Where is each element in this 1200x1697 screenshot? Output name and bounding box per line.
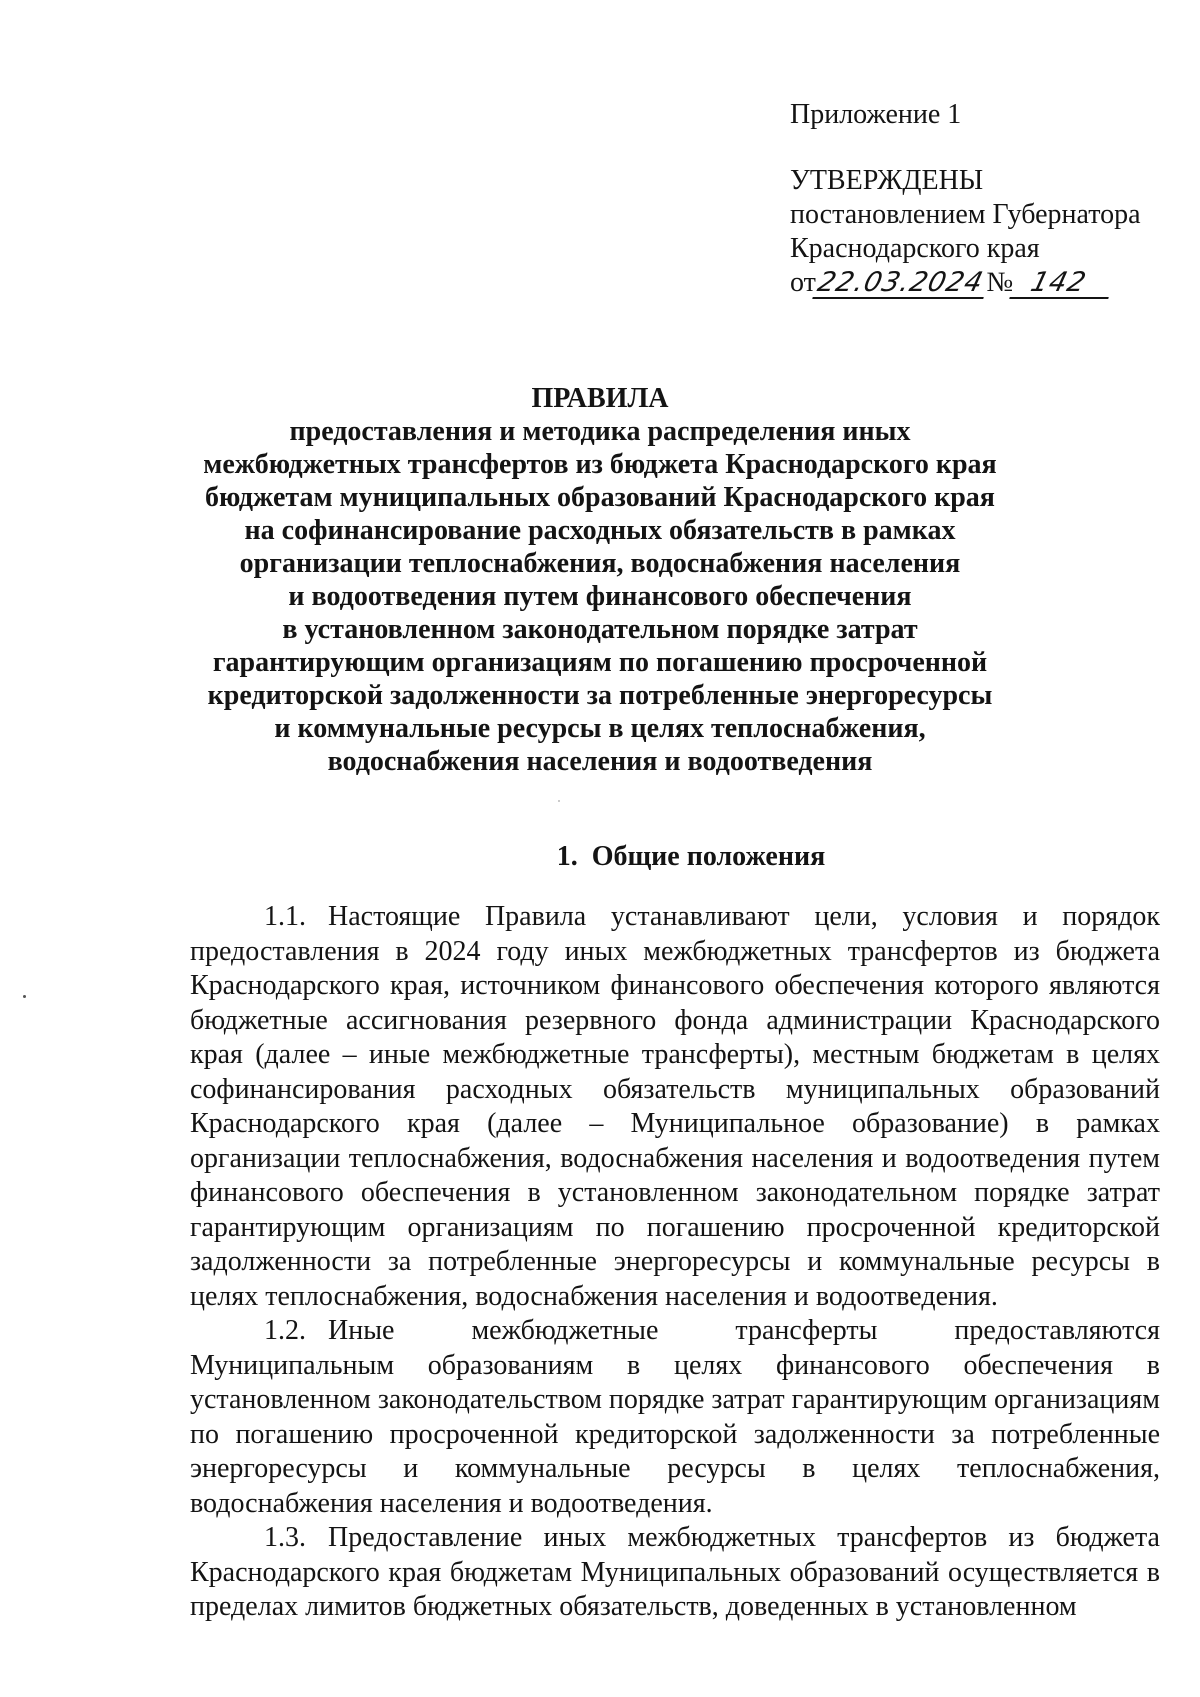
- title-main: ПРАВИЛА: [531, 383, 669, 414]
- handwritten-number: 142: [1009, 269, 1115, 299]
- approval-line-1: постановлением Губернатора: [790, 199, 1141, 230]
- title-line: кредиторской задолженности за потребленные энергоресурсы: [207, 680, 993, 711]
- paragraph-text: Настоящие Правила устанавливают цели, условия и порядок предоставления в 2024 году иных межбюджетных трансфертов из бюджета Краснодарского края, источником финансового обеспечения которого являются бюджетные ассигнования резервного фонда администрации Краснодарского края (далее – иные межбюджетные трансферты), местным бюджетам в целях софинансирования расходных обязательств муниципальных образований Краснодарского края (далее – Муниципальное образование) в рамках организации теплоснабжения, водоснабжения населения и водоотведения путем финансового обеспечения в установленном законодательном порядке затрат гарантирующим организациям по погашению просроченной кредиторской задолженности за потребленные энергоресурсы и коммунальные ресурсы в целях теплоснабжения, водоснабжения населения и водоотведения.: [190, 901, 1160, 1312]
- approval-heading: УТВЕРЖДЕНЫ: [790, 165, 984, 196]
- section-title: Общие положения: [591, 841, 826, 872]
- title-line: организации теплоснабжения, водоснабжения населения: [239, 548, 961, 579]
- approval-line-2: Краснодарского края: [790, 233, 1040, 264]
- paragraph-number: 1.3.: [264, 1522, 306, 1553]
- title-line: водоснабжения населения и водоотведения: [327, 746, 873, 777]
- paragraph-1-3: [190, 1521, 1160, 1625]
- paragraph-number: 1.1.: [264, 901, 306, 932]
- handwritten-date: 22.03.2024: [812, 269, 990, 299]
- title-line: межбюджетных трансфертов из бюджета Краснодарского края: [203, 449, 997, 480]
- title-line: гарантирующим организациям по погашению просроченной: [212, 647, 988, 678]
- approval-date-line: [790, 266, 1170, 300]
- paragraph-1-2: [190, 1314, 1160, 1521]
- title-line: в установленном законодательном порядке затрат: [282, 614, 918, 645]
- title-line: на софинансирование расходных обязательств в рамках: [244, 515, 956, 546]
- scan-speck: [558, 800, 560, 802]
- approval-gap: [790, 132, 1170, 164]
- approval-block: [790, 98, 1170, 300]
- section-number: 1.: [556, 841, 578, 872]
- date-prefix: от: [790, 267, 816, 298]
- number-prefix: №: [986, 267, 1014, 298]
- document-title: [150, 382, 1050, 778]
- paragraph-number: 1.2.: [264, 1315, 306, 1346]
- title-line: и водоотведения путем финансового обеспечения: [288, 581, 912, 612]
- appendix-label: Приложение 1: [790, 99, 962, 130]
- section-heading: [150, 840, 1200, 874]
- title-line: предоставления и методика распределения иных: [289, 416, 911, 447]
- paragraph-text: Предоставление иных межбюджетных трансфертов из бюджета Краснодарского края бюджетам Муниципальных образований осуществляется в пределах лимитов бюджетных обязательств, доведенных в установленном: [190, 1522, 1160, 1622]
- paragraph-1-1: [190, 900, 1160, 1314]
- title-line: и коммунальные ресурсы в целях теплоснабжения,: [274, 713, 926, 744]
- title-line: бюджетам муниципальных образований Краснодарского края: [205, 482, 995, 513]
- paragraph-text: Иные межбюджетные трансферты предоставляются Муниципальным образованиям в целях финансового обеспечения в установленном законодательством порядке затрат гарантирующим организациям по погашению просроченной кредиторской задолженности за потребленные энергоресурсы и коммунальные ресурсы в целях теплоснабжения, водоснабжения населения и водоотведения.: [190, 1315, 1160, 1519]
- scan-speck: [23, 995, 26, 998]
- document-body: [190, 900, 1160, 1625]
